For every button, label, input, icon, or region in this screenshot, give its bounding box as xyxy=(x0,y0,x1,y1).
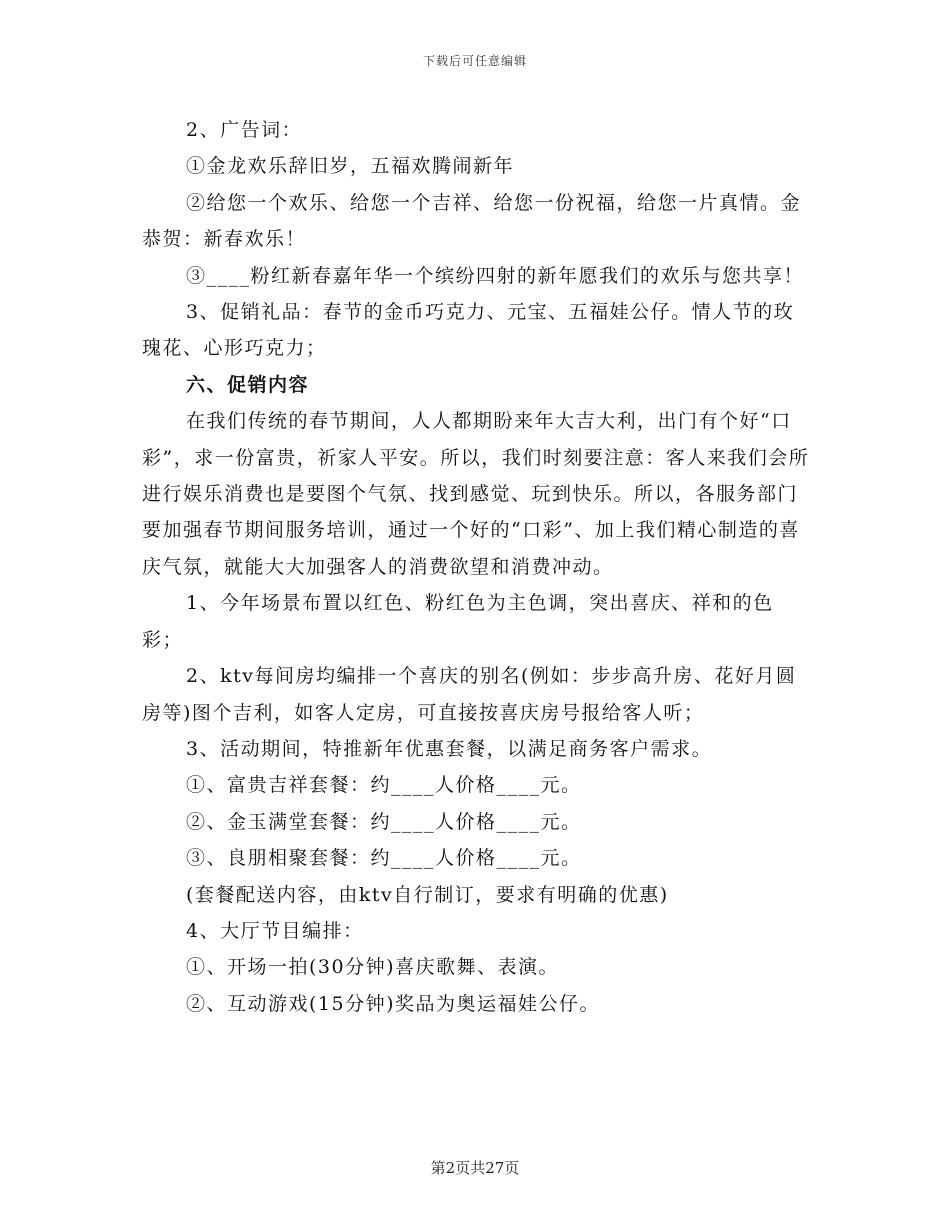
paragraph: ③____粉红新春嘉年华一个缤纷四射的新年愿我们的欢乐与您共享！ xyxy=(186,264,805,287)
page-footer: 第2页共27页 xyxy=(430,1159,520,1177)
paragraph: ②给您一个欢乐、给您一个吉祥、给您一份祝福，给您一片真情。金恭贺：新春欢乐！ xyxy=(142,191,802,251)
paragraph: 2、ktv每间房均编排一个喜庆的别名(例如：步步高升房、花好月圆房等)图个吉利，如客人定房，可直接按喜庆房号报给客人听； xyxy=(142,665,797,724)
paragraph: ①、富贵吉祥套餐：约____人价格____元。 xyxy=(186,774,582,797)
paragraph: ①金龙欢乐辞旧岁，五福欢腾闹新年 xyxy=(186,155,515,178)
paragraph: ③、良朋相聚套餐：约____人价格____元。 xyxy=(186,847,582,870)
paragraph: ①、开场一拍(30分钟)喜庆歌舞、表演。 xyxy=(186,956,560,979)
document-body xyxy=(142,112,810,1022)
paragraph: (套餐配送内容，由ktv自行制订，要求有明确的优惠) xyxy=(186,883,669,906)
paragraph: ②、金玉满堂套餐：约____人价格____元。 xyxy=(186,810,582,833)
paragraph: 2、广告词： xyxy=(186,119,303,141)
paragraph: 3、促销礼品：春节的金币巧克力、元宝、五福娃公仔。情人节的玫瑰花、心形巧克力； xyxy=(142,301,795,360)
page-header: 下载后可任意编辑 xyxy=(422,54,527,68)
paragraph: 4、大厅节目编排： xyxy=(186,919,364,942)
paragraph: 3、活动期间，特推新年优惠套餐，以满足商务客户需求。 xyxy=(186,737,713,760)
paragraph: ②、互动游戏(15分钟)奖品为奥运福娃公仔。 xyxy=(186,992,601,1015)
paragraph: 1、今年场景布置以红色、粉红色为主色调，突出喜庆、祥和的色彩； xyxy=(142,592,774,651)
section-heading: 六、促销内容 xyxy=(186,373,310,396)
paragraph: 在我们传统的春节期间，人人都期盼来年大吉大利，出门有个好“口彩”，求一份富贵，祈家人平安。所以，我们时刻要注意：客人来我们会所进行娱乐消费也是要图个气氛、找到感觉、玩到快乐。所以，各服务部门要加强春节期间服务培训，通过一个好的“口彩”、加上我们精心制造的喜庆气氛，就能大大加强客人的消费欲望和消费冲动。 xyxy=(142,410,810,578)
